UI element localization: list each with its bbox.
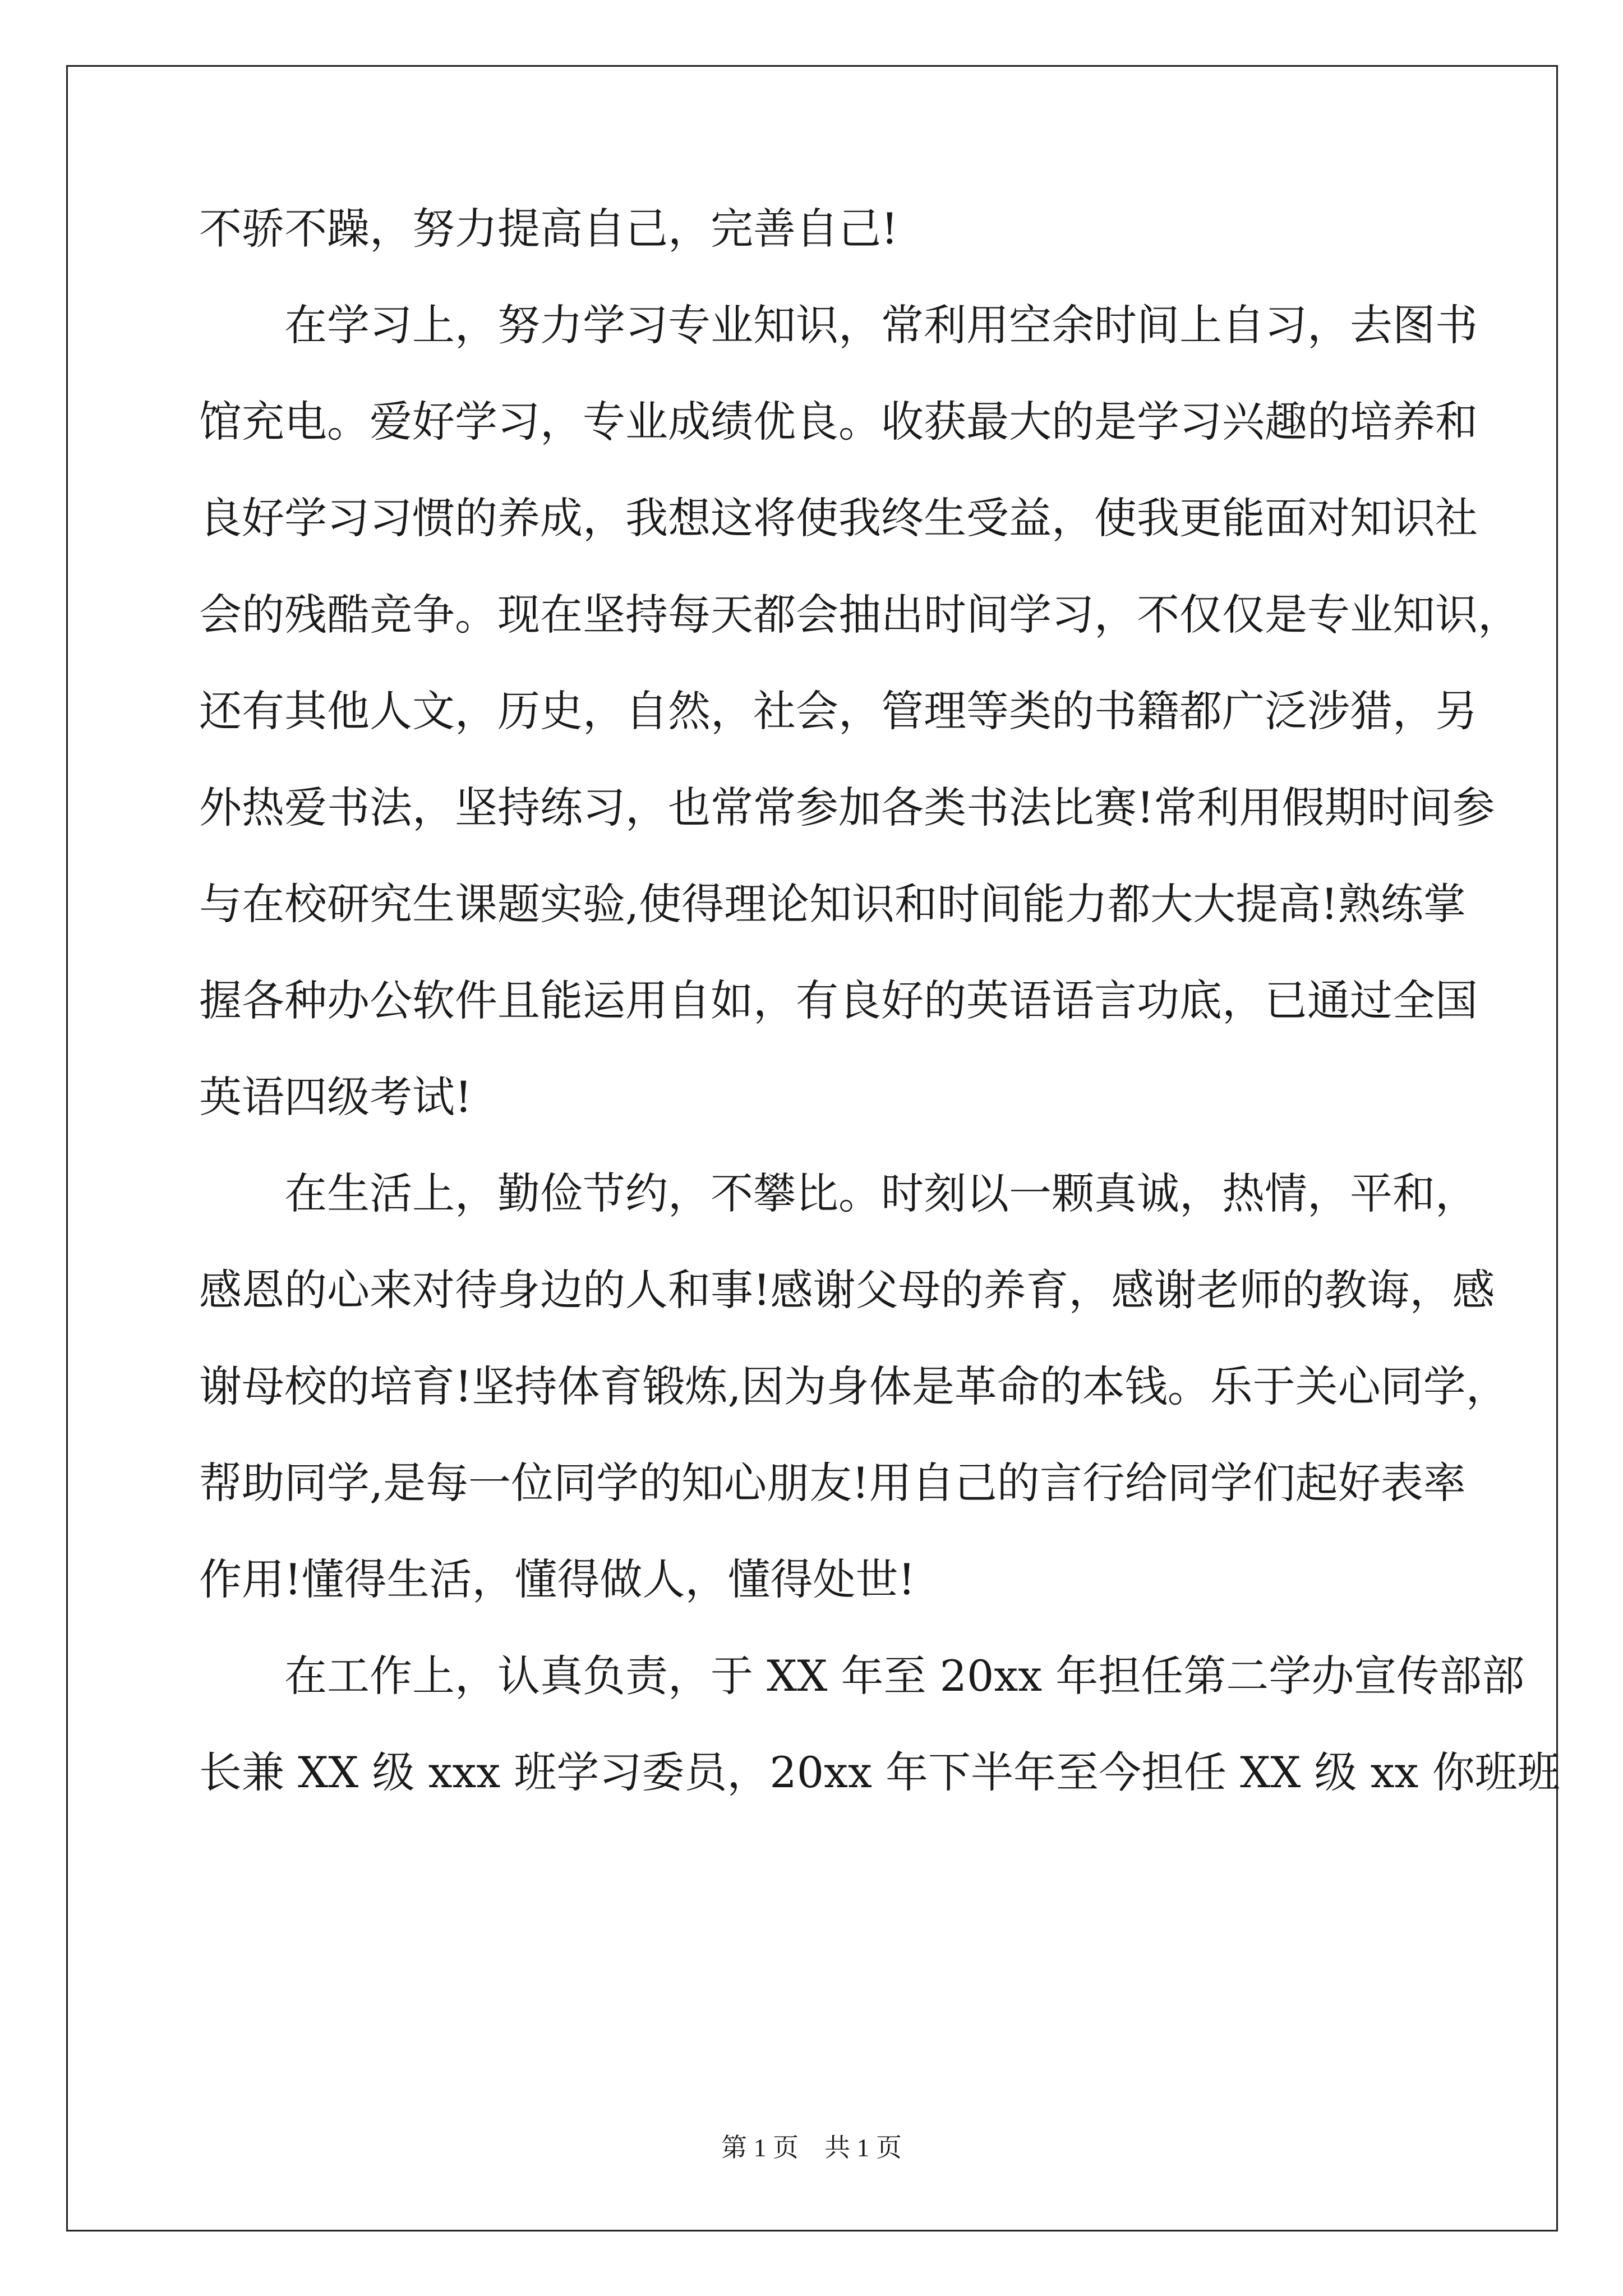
text-line: 握各种办公软件且能运用自如，有良好的英语语言功底，已通过全国 <box>199 976 1478 1025</box>
text-line: 感恩的心来对待身边的人和事!感谢父母的养育，感谢老师的教诲，感 <box>199 1265 1495 1315</box>
text-line: 长兼 XX 级 xxx 班学习委员，20xx 年下半年至今担任 XX 级 xx 你班班 <box>199 1747 1560 1797</box>
text-line: 帮助同学,是每一位同学的知心朋友!用自己的言行给同学们起好表率 <box>199 1458 1466 1508</box>
text-line: 馆充电。爱好学习，专业成绩优良。收获最大的是学习兴趣的培养和 <box>199 397 1478 447</box>
text-line: 不骄不躁，努力提高自己，完善自己! <box>199 204 898 254</box>
text-line: 会的残酷竞争。现在坚持每天都会抽出时间学习，不仅仅是专业知识， <box>199 590 1520 639</box>
text-line: 还有其他人文，历史，自然，社会，管理等类的书籍都广泛涉猎，另 <box>199 686 1478 736</box>
text-line: 作用!懂得生活，懂得做人，懂得处世! <box>199 1554 916 1604</box>
text-line: 英语四级考试! <box>199 1072 472 1122</box>
text-line: 外热爱书法，坚持练习，也常常参加各类书法比赛!常利用假期时间参 <box>199 783 1495 832</box>
text-line: 在工作上，认真负责，于 XX 年至 20xx 年担任第二学办宣传部部 <box>199 1651 1525 1701</box>
text-line: 与在校研究生课题实验,使得理论知识和时间能力都大大提高!熟练掌 <box>199 879 1466 929</box>
text-line: 谢母校的培育!坚持体育锻炼,因为身体是革命的本钱。乐于关心同学， <box>199 1361 1509 1411</box>
page-number-footer: 第 1 页 共 1 页 <box>721 2133 902 2162</box>
text-line: 在生活上，勤俭节约，不攀比。时刻以一颗真诚，热情，平和， <box>199 1168 1478 1218</box>
text-line: 良好学习习惯的养成，我想这将使我终生受益，使我更能面对知识社 <box>199 493 1478 543</box>
text-line: 在学习上，努力学习专业知识，常利用空余时间上自习，去图书 <box>199 300 1478 350</box>
page-frame <box>66 65 1558 2231</box>
